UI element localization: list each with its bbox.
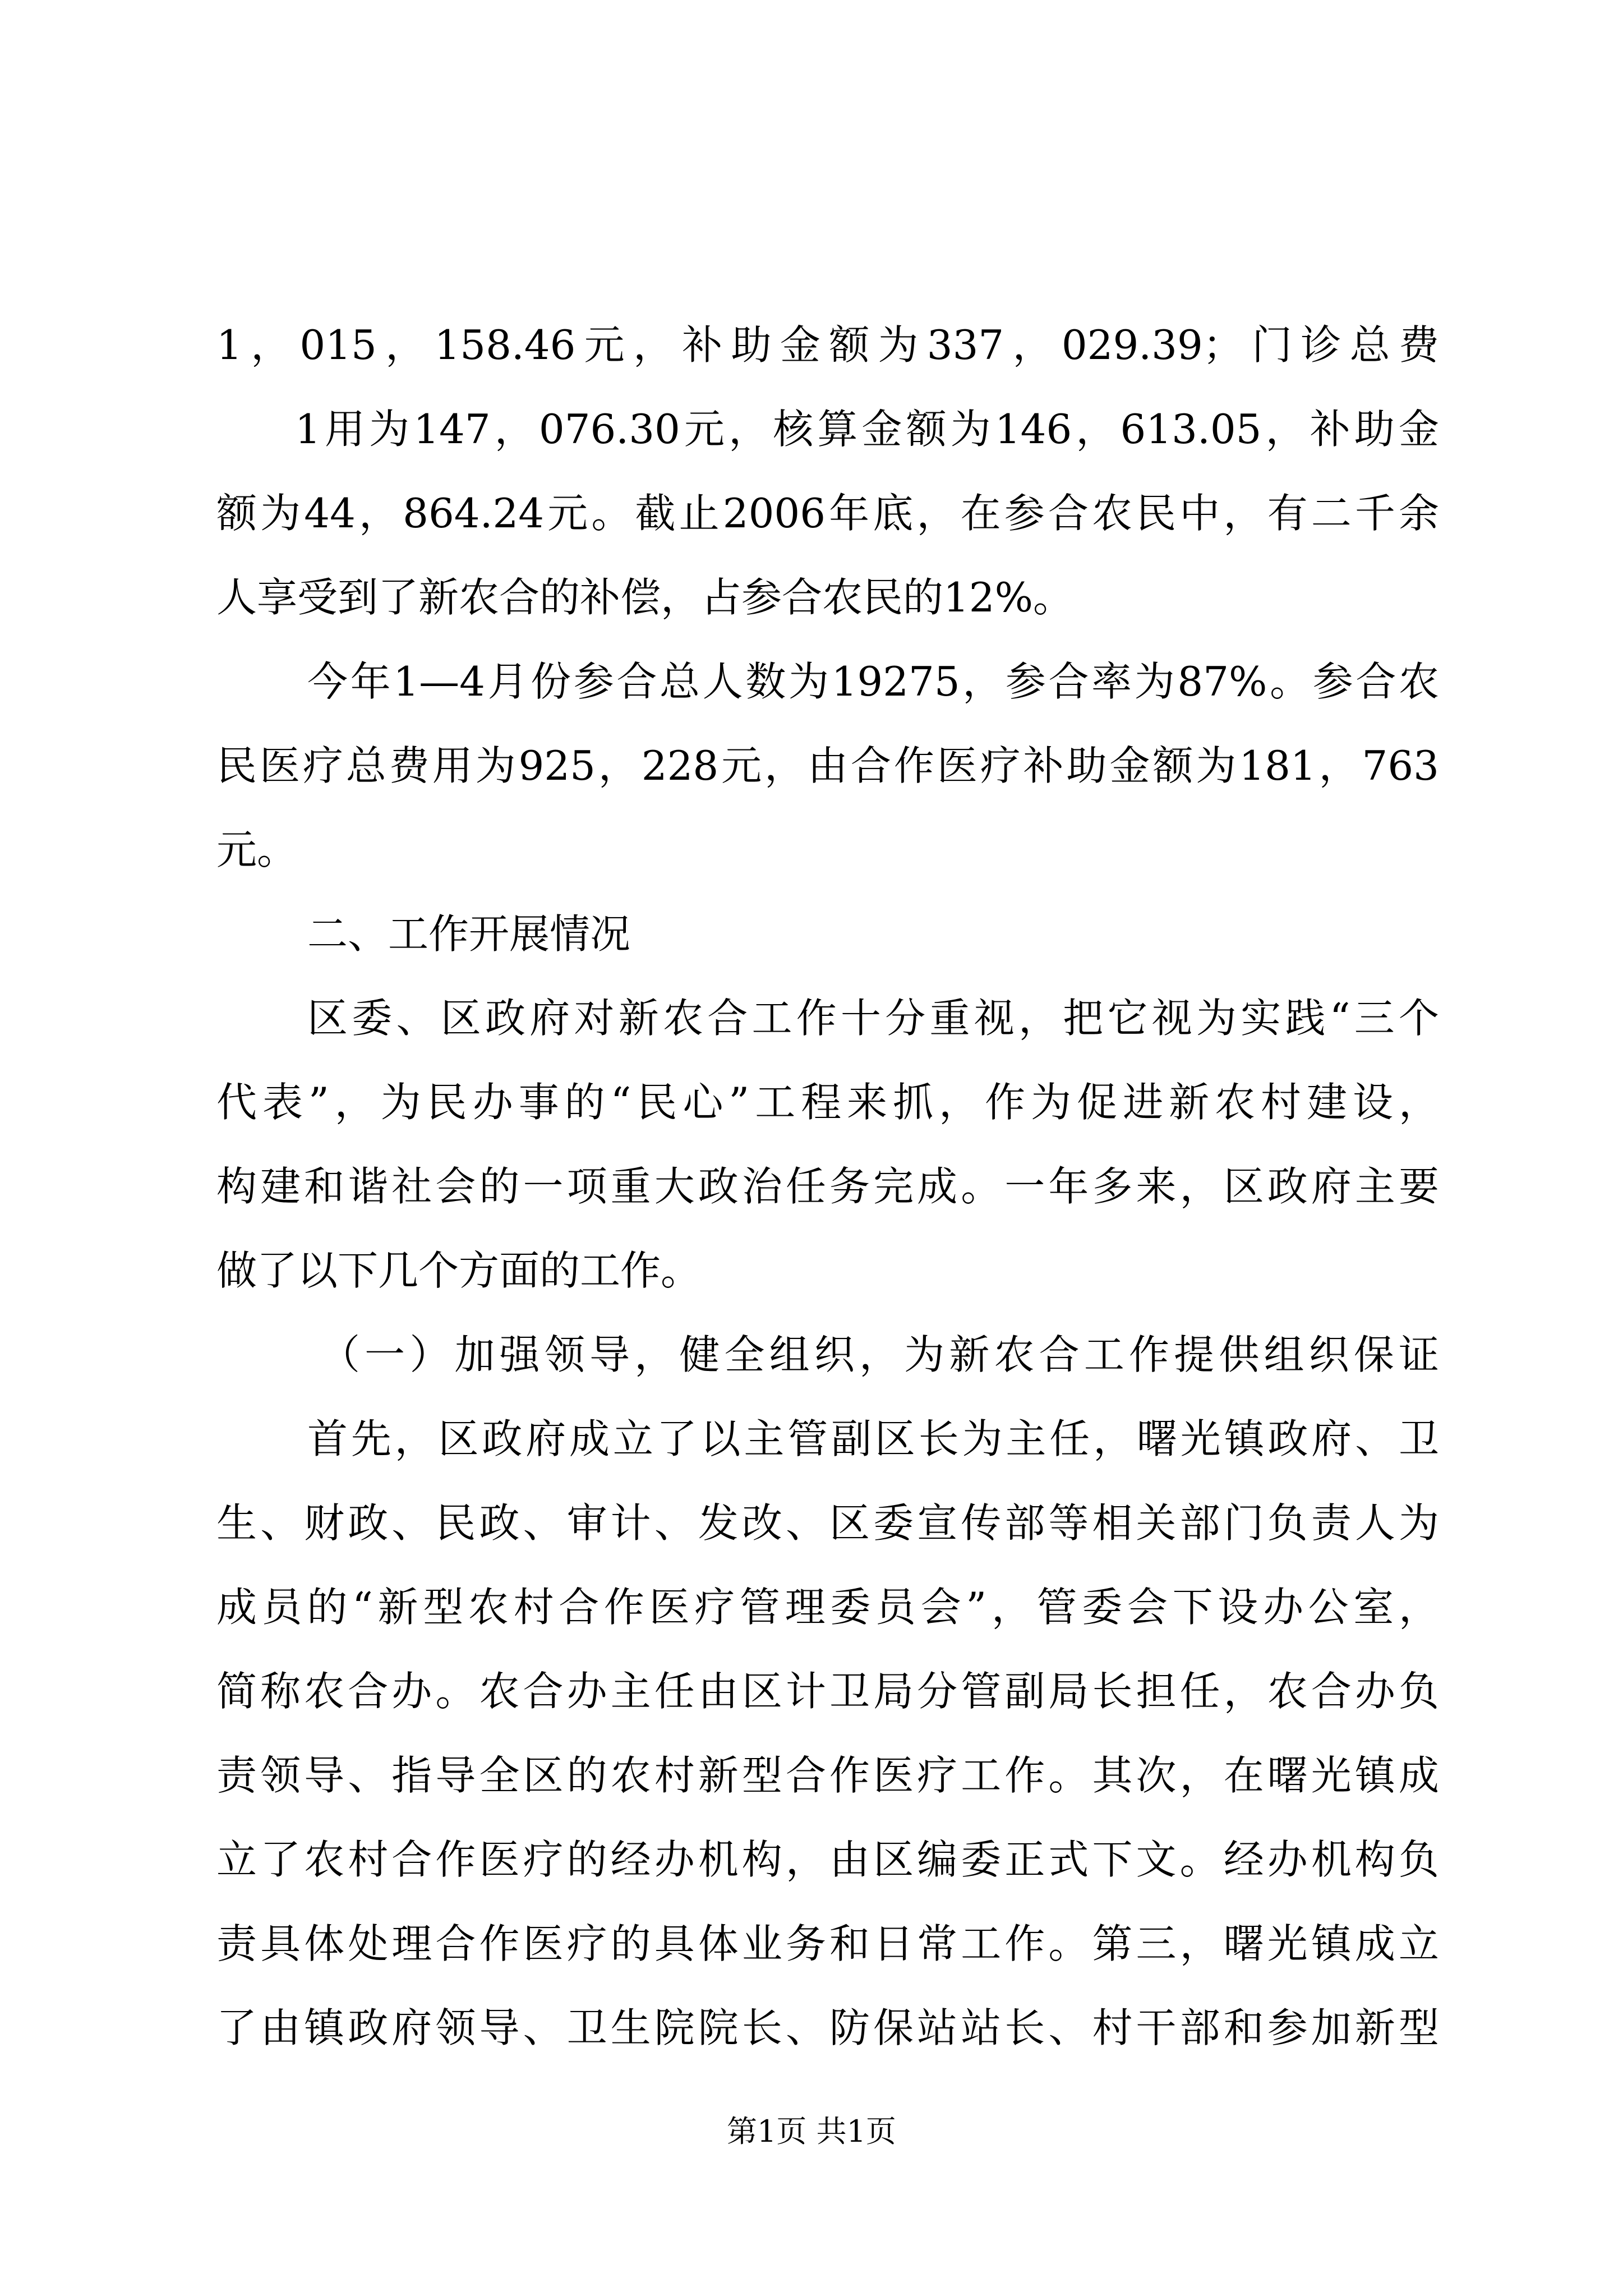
text-line: 元。 — [216, 826, 298, 873]
text-line: 简称农合办。农合办主任由区计卫局分管副局长担任，农合办负 — [216, 1668, 1439, 1715]
text-line: 1用为147，076.30元，核算金额为146，613.05，补助金 — [295, 406, 1439, 453]
text-line: 今年1—4月份参合总人数为19275，参合率为87%。参合农 — [307, 658, 1439, 705]
text-line: 人享受到了新农合的补偿，占参合农民的12%。 — [216, 574, 1074, 621]
subsection-heading: （一）加强领导，健全组织，为新农合工作提供组织保证 — [320, 1331, 1439, 1378]
text-line: 构建和谐社会的一项重大政治任务完成。一年多来，区政府主要 — [216, 1163, 1439, 1210]
text-line: 生、财政、民政、审计、发改、区委宣传部等相关部门负责人为 — [216, 1499, 1439, 1547]
text-line: 责领导、指导全区的农村新型合作医疗工作。其次，在曙光镇成 — [216, 1752, 1439, 1799]
text-line: 成员的“新型农村合作医疗管理委员会”，管委会下设办公室， — [216, 1584, 1439, 1631]
text-line: 立了农村合作医疗的经办机构，由区编委正式下文。经办机构负 — [216, 1836, 1439, 1883]
text-line: 1，015，158.46元，补助金额为337，029.39；门诊总费 — [216, 321, 1439, 369]
text-line: 责具体处理合作医疗的具体业务和日常工作。第三，曙光镇成立 — [216, 1920, 1439, 1967]
text-line: 首先，区政府成立了以主管副区长为主任，曙光镇政府、卫 — [307, 1415, 1439, 1462]
text-line: 额为44，864.24元。截止2006年底，在参合农民中，有二千余 — [216, 490, 1439, 537]
text-line: 做了以下几个方面的工作。 — [216, 1247, 702, 1294]
text-line: 区委、区政府对新农合工作十分重视，把它视为实践“三个 — [307, 995, 1439, 1042]
text-line: 民医疗总费用为925，228元，由合作医疗补助金额为181，763 — [216, 742, 1439, 789]
page-number-footer: 第1页 共1页 — [727, 2114, 896, 2149]
text-line: 代表”，为民办事的“民心”工程来抓，作为促进新农村建设， — [216, 1079, 1439, 1126]
section-heading: 二、工作开展情况 — [307, 910, 631, 958]
text-line: 了由镇政府领导、卫生院院长、防保站站长、村干部和参加新型 — [216, 2004, 1439, 2051]
